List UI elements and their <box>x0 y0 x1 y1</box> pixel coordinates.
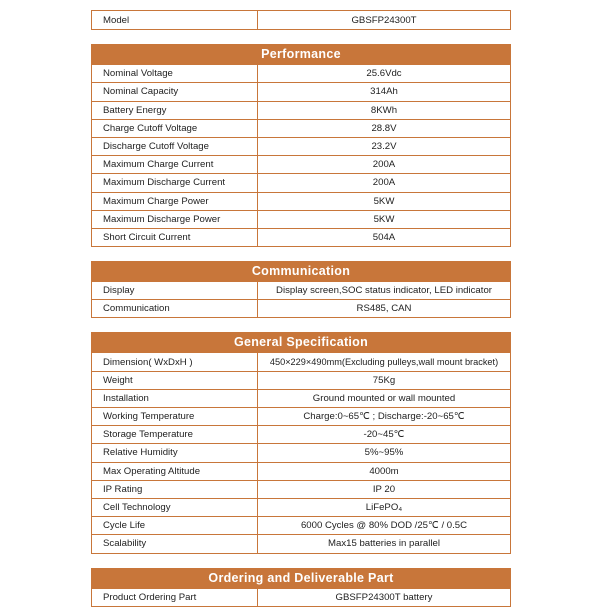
row-label: Maximum Charge Current <box>92 156 258 173</box>
row-label: Nominal Capacity <box>92 83 258 100</box>
table-row <box>92 82 510 100</box>
section-header: Performance <box>92 45 510 64</box>
row-value: 23.2V <box>371 141 397 153</box>
row-value: 5KW <box>373 213 395 225</box>
table-row <box>92 443 510 461</box>
row-label: Display <box>92 282 258 299</box>
row-value: Max15 batteries in parallel <box>328 538 440 550</box>
row-value: 314Ah <box>370 86 398 98</box>
row-value: 450×229×490mm(Excluding pulleys,wall mount bracket) <box>269 357 499 368</box>
row-value: 200A <box>372 159 396 171</box>
row-value: 504A <box>372 231 396 243</box>
table-row <box>92 371 510 389</box>
table-row <box>92 210 510 228</box>
table-row <box>92 352 510 370</box>
table-row <box>92 228 510 246</box>
row-label: Maximum Discharge Power <box>92 211 258 228</box>
table-row <box>92 101 510 119</box>
row-value: 5KW <box>373 195 395 207</box>
general-specification-table <box>91 332 511 553</box>
row-value: 75Kg <box>372 374 396 386</box>
row-value: 25.6Vdc <box>366 68 402 80</box>
row-value: Charge:0~65℃ ; Discharge:-20~65℃ <box>303 411 465 423</box>
model-table <box>91 10 511 30</box>
table-row <box>92 480 510 498</box>
row-value: LiFePO₄ <box>365 502 403 514</box>
section-header: General Specification <box>92 333 510 352</box>
row-value: 28.8V <box>371 122 397 134</box>
row-label: Nominal Voltage <box>92 65 258 82</box>
row-value: Display screen,SOC status indicator, LED indicator <box>276 285 492 297</box>
table-row <box>92 137 510 155</box>
table-row <box>92 534 510 552</box>
row-label: Discharge Cutoff Voltage <box>92 138 258 155</box>
row-label: Maximum Discharge Current <box>92 174 258 191</box>
ordering-table <box>91 568 511 607</box>
row-label: Model <box>92 11 258 29</box>
communication-table <box>91 261 511 318</box>
row-label: Storage Temperature <box>92 426 258 443</box>
row-label: Installation <box>92 390 258 407</box>
table-row <box>92 425 510 443</box>
spec-sheet <box>91 10 511 607</box>
row-value: 5%~95% <box>364 447 404 459</box>
row-label: Charge Cutoff Voltage <box>92 120 258 137</box>
section-header: Ordering and Deliverable Part <box>92 569 510 588</box>
row-label: Maximum Charge Power <box>92 193 258 210</box>
row-label: Battery Energy <box>92 102 258 119</box>
table-row <box>92 588 510 606</box>
row-label: Scalability <box>92 535 258 552</box>
row-value: 4000m <box>369 465 399 477</box>
table-row <box>92 389 510 407</box>
row-label: Relative Humidity <box>92 444 258 461</box>
table-row <box>92 155 510 173</box>
row-label: Short Circuit Current <box>92 229 258 246</box>
row-value: GBSFP24300T battery <box>335 591 433 603</box>
table-row <box>92 119 510 137</box>
table-row <box>92 407 510 425</box>
row-label: Weight <box>92 372 258 389</box>
row-label: Working Temperature <box>92 408 258 425</box>
row-value: GBSFP24300T <box>351 14 417 26</box>
performance-table <box>91 44 511 247</box>
row-value: RS485, CAN <box>356 303 412 315</box>
row-value: -20~45℃ <box>363 429 405 441</box>
table-row <box>92 64 510 82</box>
row-value: 6000 Cycles @ 80% DOD /25℃ / 0.5C <box>300 520 468 532</box>
row-label: IP Rating <box>92 481 258 498</box>
table-row <box>92 281 510 299</box>
row-value: 200A <box>372 177 396 189</box>
row-label: Product Ordering Part <box>92 589 258 606</box>
table-row <box>92 462 510 480</box>
table-row <box>92 192 510 210</box>
table-row <box>92 299 510 317</box>
table-row <box>92 11 510 29</box>
row-label: Dimension( WxDxH ) <box>92 353 258 370</box>
row-label: Max Operating Altitude <box>92 463 258 480</box>
row-label: Cell Technology <box>92 499 258 516</box>
section-header: Communication <box>92 262 510 281</box>
row-label: Cycle Life <box>92 517 258 534</box>
table-row <box>92 498 510 516</box>
row-value: 8KWh <box>370 104 398 116</box>
row-label: Communication <box>92 300 258 317</box>
row-value: Ground mounted or wall mounted <box>312 392 456 404</box>
table-row <box>92 516 510 534</box>
table-row <box>92 173 510 191</box>
row-value: IP 20 <box>372 483 396 495</box>
